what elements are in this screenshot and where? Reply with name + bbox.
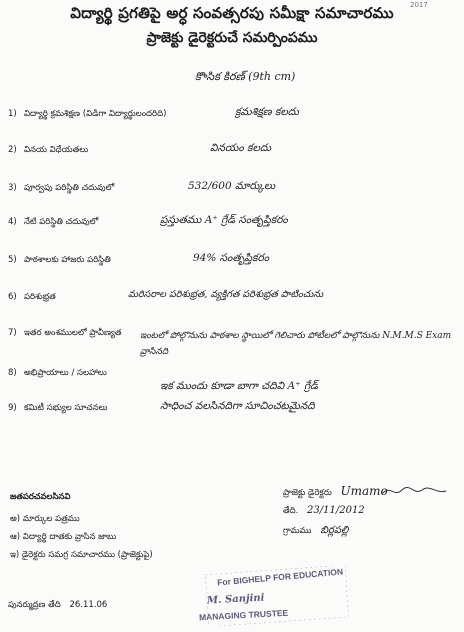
report-title: విద్యార్థి ప్రగతిపై అర్ధ సంవత్సరపు సమీక్షా సమాచారము bbox=[70, 4, 394, 22]
date-value: 23/11/2012 bbox=[307, 505, 365, 516]
row-answer-cleanliness: మరిసరాల పరిశుభ్రత, వ్యక్తిగత పరిశుభ్రత పాటించును bbox=[128, 289, 324, 300]
row-number: 5) bbox=[8, 255, 17, 265]
row-answer-humility: వినయం కలదు bbox=[210, 142, 271, 154]
row-label: విద్యార్థి క్రమశిక్షణ (విడిగా విద్యార్థులందరిది) bbox=[24, 109, 167, 119]
director-signature-row bbox=[283, 484, 388, 500]
reprint-label: పునర్ముద్రణ తేది bbox=[8, 600, 61, 610]
row-cleanliness bbox=[8, 292, 56, 304]
row-label: నేటి పరిస్థితి చదువులో bbox=[24, 217, 99, 227]
enclosure-item: అ) మార్కుల పత్రము bbox=[10, 514, 80, 524]
signature-stroke-icon bbox=[380, 482, 450, 500]
enclosure-item: ఆ) విద్యార్థి దాతకు వ్రాసిన జాబు bbox=[10, 532, 117, 542]
director-signature: Umamo bbox=[340, 484, 388, 498]
report-subtitle: ప్రాజెక్టు డైరెక్టరుచే సమర్పింపము bbox=[146, 30, 318, 46]
row-label: పరిశుభ్రత bbox=[24, 292, 56, 302]
row-attendance bbox=[8, 255, 111, 267]
trust-stamp bbox=[195, 566, 355, 626]
date-row bbox=[283, 505, 365, 518]
row-answer-discipline: క్రమశిక్షణ కలదు bbox=[235, 106, 299, 118]
row-label: అభిప్రాయాలు / సలహాలు bbox=[24, 368, 107, 378]
director-label: ప్రాజెక్టు డైరెక్టరు bbox=[283, 488, 332, 498]
enclosures-title: జతపరచవలసినవి bbox=[10, 492, 71, 502]
stamp-signatory: M. Sanjini bbox=[206, 592, 265, 607]
row-number: 9) bbox=[8, 403, 17, 413]
village-row bbox=[283, 524, 348, 538]
row-number: 2) bbox=[8, 145, 17, 155]
row-number: 1) bbox=[8, 109, 17, 119]
row-other-skills bbox=[8, 328, 121, 340]
row-number: 3) bbox=[8, 183, 17, 193]
stamp-title: MANAGING TRUSTEE bbox=[198, 607, 289, 623]
row-label: కమిటీ సభ్యుల సూచనలు bbox=[24, 403, 108, 413]
village-label: గ్రామము bbox=[283, 526, 312, 536]
row-answer-previous-status: 532/600 మార్కులు bbox=[188, 180, 276, 192]
row-label: పూర్వపు పరిస్థితి చదువులో bbox=[24, 183, 115, 193]
date-label: తేది. bbox=[283, 506, 299, 516]
reprint-date bbox=[8, 600, 107, 612]
row-committee-suggestions bbox=[8, 403, 108, 415]
row-number: 7) bbox=[8, 328, 17, 338]
row-label: ఇతర అంశములలో ప్రావీణ్యత bbox=[24, 328, 122, 338]
student-name: కొాసిక కిరణ్ (9th cm) bbox=[195, 70, 296, 83]
row-discipline bbox=[8, 109, 166, 121]
row-opinions bbox=[8, 368, 107, 380]
row-current-status bbox=[8, 217, 98, 229]
corner-mark: 2017 bbox=[410, 1, 428, 9]
row-answer-current-status: ప్రస్తుతము A⁺ గ్రేడ్ సంతృప్తికరం bbox=[160, 214, 288, 226]
stamp-org: For BIGHELP FOR EDUCATION bbox=[216, 566, 344, 588]
row-label: వినయ విధేయతలు bbox=[24, 145, 89, 155]
enclosure-item: ఇ) డైరెక్టరు సమగ్ర సమాచారము (ప్రాజెక్టుపై) bbox=[10, 550, 153, 560]
row-label: పాఠశాలకు హాజరు పరిస్థితి bbox=[24, 255, 111, 265]
row-answer-attendance: 94% సంతృప్తికరం bbox=[193, 252, 270, 264]
village-value: బిర్లపల్లి bbox=[320, 525, 349, 536]
row-previous-status bbox=[8, 183, 114, 195]
row-number: 6) bbox=[8, 292, 17, 302]
reprint-value: 26.11.06 bbox=[69, 600, 108, 610]
row-answer-committee-suggestions: సాధించ వలసినదిగా సూచించటమైనది bbox=[160, 400, 315, 412]
row-answer-opinions: ఇక ముందు కూడా బాగా చదివి A⁺ గ్రేడ్ bbox=[160, 380, 318, 392]
row-answer-other-skills: ఇంటలో పోల్గొనును పాఠశాల స్థాయిలో గెలిచారు పోటీలలో పాల్గొనును N.M.M.S Exam వ్రాసినది bbox=[140, 331, 452, 357]
row-number: 4) bbox=[8, 217, 17, 227]
row-number: 8) bbox=[8, 368, 17, 378]
row-humility bbox=[8, 145, 88, 157]
